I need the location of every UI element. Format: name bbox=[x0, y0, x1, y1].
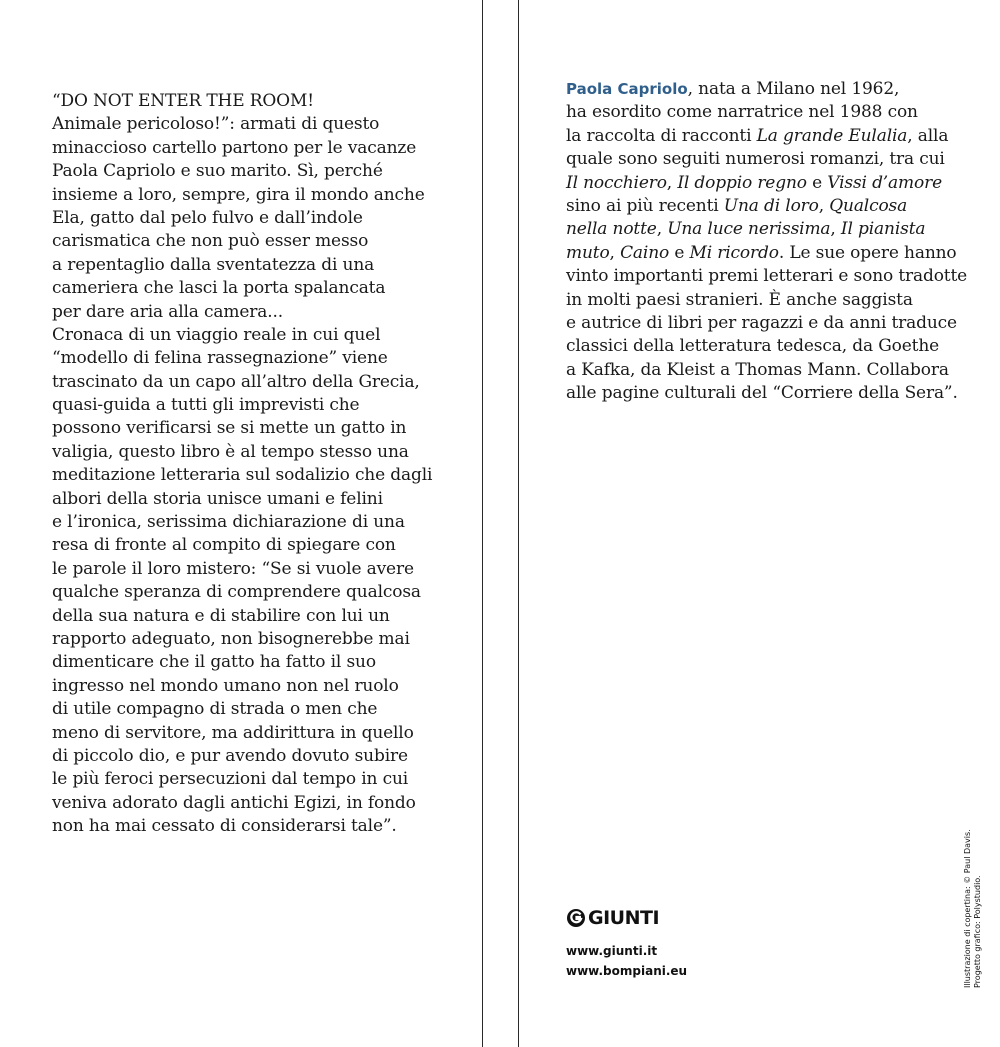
synopsis-line: le parole il loro mistero: “Se si vuole avere bbox=[52, 558, 414, 579]
book-title: Qualcosa bbox=[829, 195, 908, 216]
fold-line-left bbox=[482, 0, 483, 1047]
bio-line: muto, Caino e Mi ricordo. Le sue opere hanno bbox=[566, 242, 957, 263]
cover-credits bbox=[963, 829, 983, 988]
publisher-logo bbox=[566, 907, 659, 929]
bio-line: vinto importanti premi letterari e sono tradotte bbox=[566, 266, 968, 287]
synopsis-line: meditazione letteraria sul sodalizio che dagli bbox=[52, 465, 433, 486]
synopsis-line: minaccioso cartello partono per le vacanze bbox=[52, 137, 417, 158]
synopsis-line: trascinato da un capo all’altro della Grecia, bbox=[52, 371, 420, 392]
synopsis-line: Animale pericoloso!”: armati di questo bbox=[52, 114, 380, 135]
synopsis-line: “DO NOT ENTER THE ROOM! bbox=[52, 91, 314, 111]
synopsis-line: meno di servitore, ma addirittura in quello bbox=[52, 722, 414, 743]
synopsis-line: qualche speranza di comprendere qualcosa bbox=[52, 582, 421, 603]
synopsis-line: e l’ironica, serissima dichiarazione di una bbox=[52, 512, 405, 533]
synopsis-line: a repentaglio dalla sventatezza di una bbox=[52, 254, 375, 275]
synopsis-line: Cronaca di un viaggio reale in cui quel bbox=[52, 324, 381, 345]
synopsis-line: carismatica che non può esser messo bbox=[52, 231, 369, 252]
synopsis-line: non ha mai cessato di considerarsi tale”. bbox=[52, 816, 397, 837]
synopsis-text bbox=[52, 90, 472, 839]
bio-line: ha esordito come narratrice nel 1988 con bbox=[566, 102, 918, 123]
synopsis-line: possono verificarsi se si mette un gatto in bbox=[52, 418, 407, 439]
author-name: Paola Capriolo bbox=[566, 80, 688, 98]
synopsis-line: veniva adorato dagli antichi Egizi, in fondo bbox=[52, 792, 416, 813]
book-title: Una luce nerissima bbox=[667, 219, 831, 240]
synopsis-line: di piccolo dio, e pur avendo dovuto subire bbox=[52, 745, 408, 766]
author-bio bbox=[566, 78, 986, 405]
website-link-bompiani[interactable]: www.bompiani.eu bbox=[566, 964, 688, 978]
bio-line: e autrice di libri per ragazzi e da anni traduce bbox=[566, 312, 957, 333]
bio-line: alle pagine culturali del “Corriere della Sera”. bbox=[566, 383, 958, 404]
bio-line: nella notte, Una luce nerissima, Il pianista bbox=[566, 219, 926, 240]
synopsis-line: le più feroci persecuzioni dal tempo in cui bbox=[52, 769, 409, 790]
book-title: Il doppio regno bbox=[677, 172, 807, 193]
giunti-g-logo-icon bbox=[566, 908, 586, 928]
bio-line: classici della letteratura tedesca, da Goethe bbox=[566, 336, 940, 357]
bio-line: in molti paesi stranieri. È anche saggista bbox=[566, 289, 913, 310]
synopsis-line: ingresso nel mondo umano non nel ruolo bbox=[52, 675, 399, 696]
book-title: La grande Eulalia bbox=[756, 125, 908, 146]
synopsis-line: valigia, questo libro è al tempo stesso una bbox=[52, 441, 409, 462]
synopsis-line: quasi-guida a tutti gli imprevisti che bbox=[52, 395, 360, 416]
book-title: Il pianista bbox=[840, 219, 926, 240]
synopsis-line: “modello di felina rassegnazione” viene bbox=[52, 348, 388, 369]
book-title: Vissi d’amore bbox=[827, 172, 942, 193]
website-link-giunti[interactable]: www.giunti.it bbox=[566, 944, 658, 958]
synopsis-line: Ela, gatto dal pelo fulvo e dall’indole bbox=[52, 207, 363, 228]
synopsis-line: della sua natura e di stabilire con lui un bbox=[52, 605, 390, 626]
book-title: Caino bbox=[620, 242, 670, 263]
bio-line: quale sono seguiti numerosi romanzi, tra cui bbox=[566, 149, 945, 170]
bio-line: Paola Capriolo, nata a Milano nel 1962, bbox=[566, 79, 900, 99]
synopsis-line: insieme a loro, sempre, gira il mondo anche bbox=[52, 184, 425, 205]
bio-line: a Kafka, da Kleist a Thomas Mann. Collabora bbox=[566, 359, 949, 380]
synopsis-line: cameriera che lasci la porta spalancata bbox=[52, 278, 386, 299]
synopsis-line: Paola Capriolo e suo marito. Sì, perché bbox=[52, 161, 383, 182]
credit-illustration: Illustrazione di copertina: © Paul Davis. bbox=[963, 829, 972, 988]
fold-line-right bbox=[518, 0, 519, 1047]
synopsis-line: resa di fronte al compito di spiegare con bbox=[52, 535, 396, 556]
synopsis-line: di utile compagno di strada o men che bbox=[52, 699, 378, 720]
book-title: Mi ricordo bbox=[689, 242, 779, 263]
synopsis-line: rapporto adeguato, non bisognerebbe mai bbox=[52, 628, 410, 649]
synopsis-line: dimenticare che il gatto ha fatto il suo bbox=[52, 652, 376, 673]
bio-line: sino ai più recenti Una di loro, Qualcosa bbox=[566, 195, 908, 216]
bio-line: Il nocchiero, Il doppio regno e Vissi d’amore bbox=[566, 172, 942, 193]
publisher-name: GIUNTI bbox=[588, 907, 660, 929]
book-title: muto bbox=[566, 242, 610, 263]
book-title: Una di loro bbox=[723, 195, 819, 216]
book-title: nella notte bbox=[566, 219, 657, 240]
book-title: Il nocchiero bbox=[566, 172, 667, 193]
synopsis-line: per dare aria alla camera... bbox=[52, 301, 283, 322]
bio-line: la raccolta di racconti La grande Eulalia, alla bbox=[566, 125, 949, 146]
synopsis-line: albori della storia unisce umani e felini bbox=[52, 488, 383, 509]
credit-design: Progetto grafico: Polystudio. bbox=[973, 875, 982, 988]
